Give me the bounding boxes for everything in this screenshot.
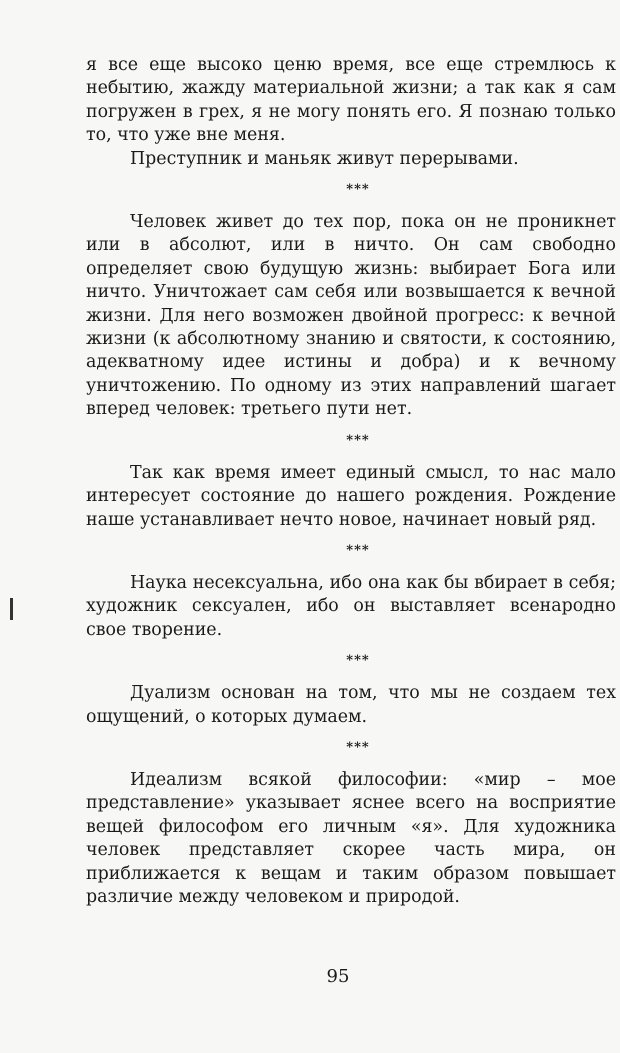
section-separator-2: *** [346, 432, 370, 448]
page-number: 95 [326, 966, 350, 987]
paragraph-6: Дуализм основан на том, что мы не создаем тех ощущений, о которых думаем. [86, 683, 616, 727]
paragraph-5: Наука несексуальна, ибо она как бы вбирает в себя; художник сексуален, ибо он выставляет всенародно свое творение. [86, 572, 616, 640]
paragraph-3: Человек живет до тех пор, пока он не проникнет или в абсолют, или в ничто. Он сам свободно определяет свою будущую жизнь: выбирает Бога или ничто. Уничтожает сам себя или возвышается к вечной жизни. Для него возможен двойной прогресс: к вечной жизни (к абсолютному знанию и святости, к состоянию, адекватному идее истины и добра) и к вечному уничтожению. По одному из этих направлений шагает вперед человек: третьего пути нет. [86, 212, 616, 420]
paragraph-4: Так как время имеет единый смысл, то нас мало интересует состояние до нашего рождения. Рождение наше устанавливает нечто новое, начинает новый ряд. [86, 462, 616, 530]
scan-edge-mark [10, 598, 13, 620]
paragraph-2: Преступник и маньяк живут перерывами. [130, 148, 519, 169]
page-text [86, 54, 616, 909]
section-separator-5: *** [346, 739, 370, 755]
section-separator-3: *** [346, 542, 370, 558]
section-separator-1: *** [346, 182, 370, 198]
section-separator-4: *** [346, 653, 370, 669]
paragraph-7: Идеализм всякой философии: «мир – мое представление» указывает яснее всего на восприятие вещей философом его личным «я». Для художника человек представляет скорее часть мира, он приближается к вещам и таким образом повышает различие между человеком и природой. [86, 769, 616, 907]
paragraph-1: я все еще высоко ценю время, все еще стремлюсь к небытию, жажду материальной жизни; а так как я сам погружен в грех, я не могу понять его. Я познаю только то, что уже вне меня. [86, 55, 616, 146]
